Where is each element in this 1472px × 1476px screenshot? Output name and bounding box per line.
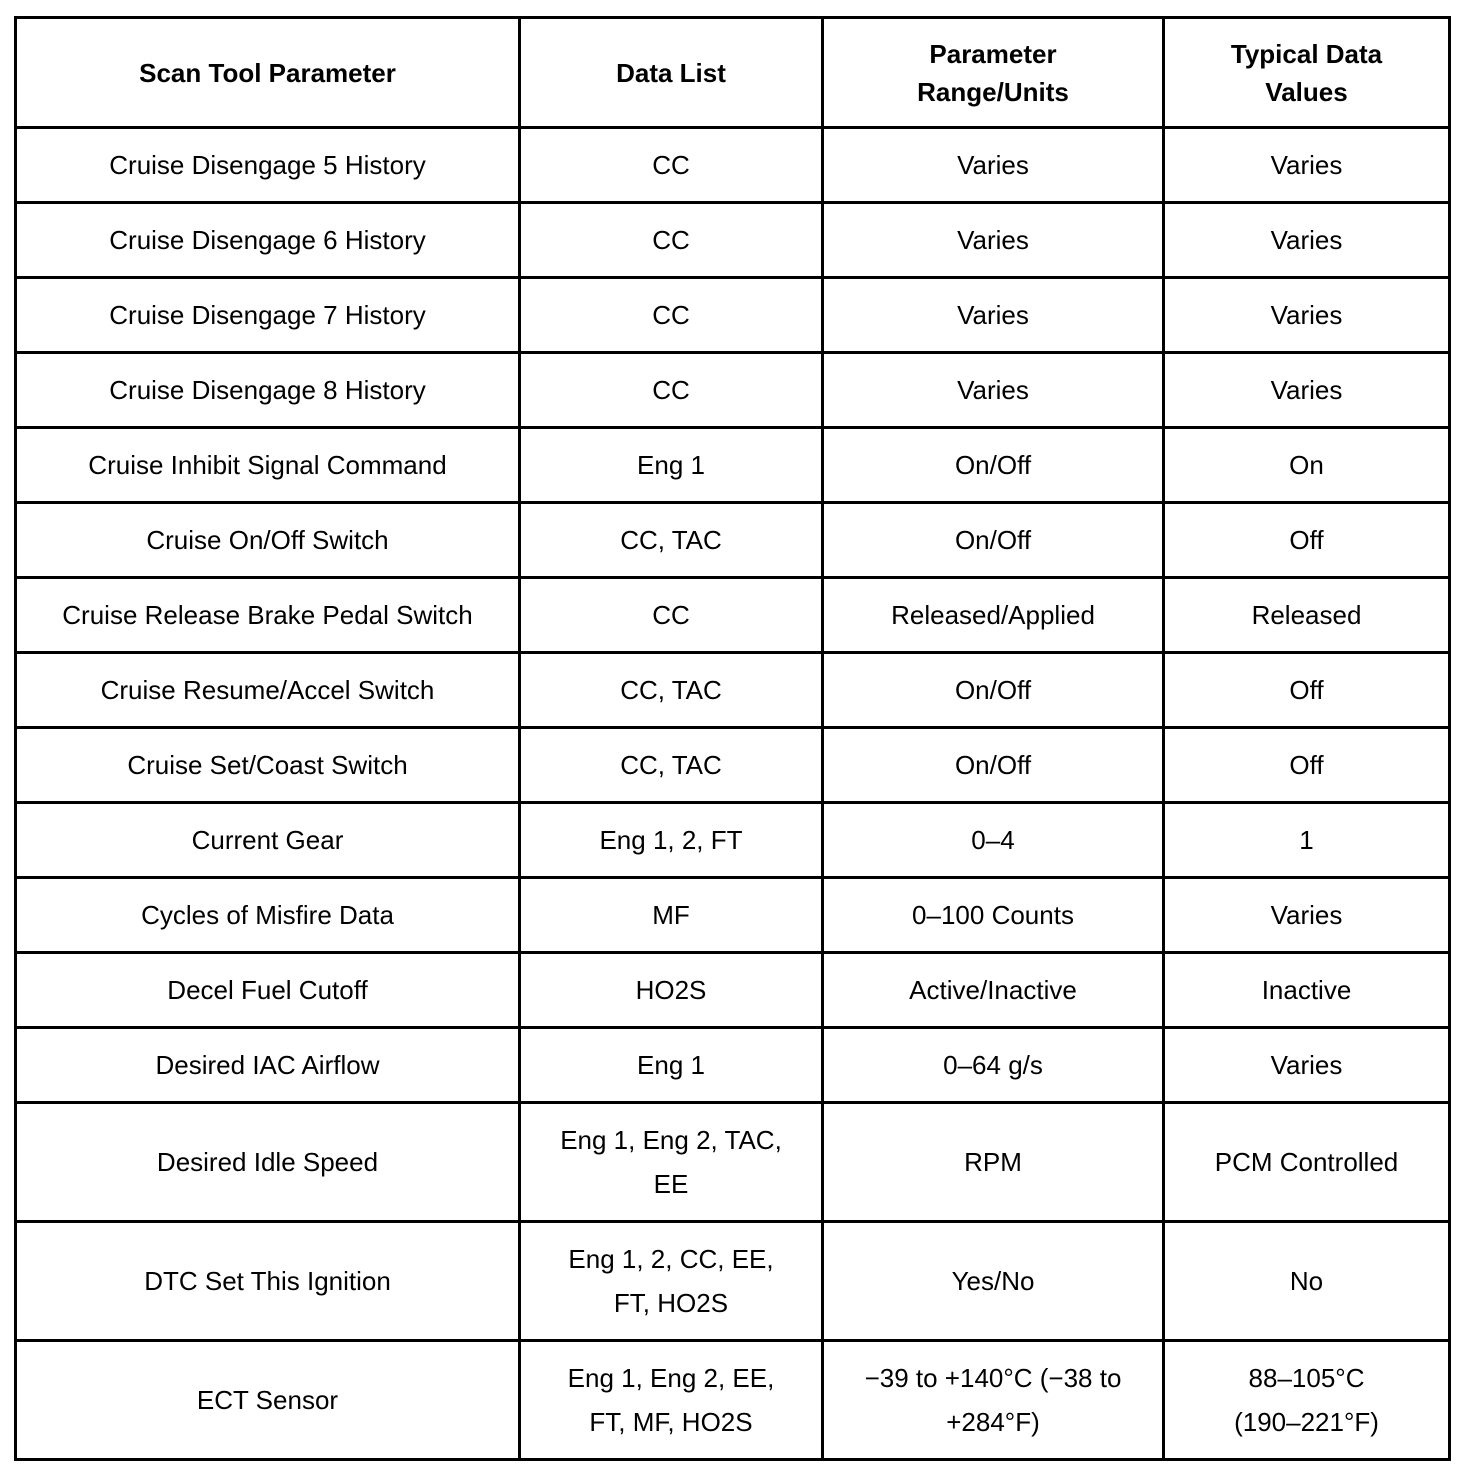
range-units-cell: RPM [823, 1103, 1164, 1222]
table-row [16, 1028, 1450, 1103]
range-units-cell: Varies [823, 353, 1164, 428]
typical-value-cell: PCM Controlled [1164, 1103, 1450, 1222]
parameter-cell: Cruise Set/Coast Switch [16, 728, 520, 803]
data-list-cell: CC [520, 578, 823, 653]
typical-value-cell: 1 [1164, 803, 1450, 878]
parameter-cell: DTC Set This Ignition [16, 1222, 520, 1341]
table-row [16, 728, 1450, 803]
parameter-cell: Desired Idle Speed [16, 1103, 520, 1222]
typical-value-cell: 88–105°C (190–221°F) [1164, 1341, 1450, 1460]
header-parameter-range-units: Parameter Range/Units [823, 18, 1164, 128]
typical-value-cell: No [1164, 1222, 1450, 1341]
data-list-cell: CC [520, 128, 823, 203]
table-row [16, 803, 1450, 878]
parameter-cell: Cruise Disengage 7 History [16, 278, 520, 353]
data-list-cell: CC [520, 353, 823, 428]
typical-value-cell: Released [1164, 578, 1450, 653]
header-data-list: Data List [520, 18, 823, 128]
range-units-cell: 0–4 [823, 803, 1164, 878]
table-row [16, 503, 1450, 578]
typical-value-cell: Off [1164, 728, 1450, 803]
range-units-cell: On/Off [823, 503, 1164, 578]
parameter-cell: Cruise Disengage 5 History [16, 128, 520, 203]
typical-value-cell: Off [1164, 653, 1450, 728]
table-row [16, 878, 1450, 953]
table-row [16, 353, 1450, 428]
header-typical-data-values: Typical Data Values [1164, 18, 1450, 128]
data-list-cell: Eng 1, 2, CC, EE, FT, HO2S [520, 1222, 823, 1341]
table-row [16, 203, 1450, 278]
parameter-cell: Cruise Resume/Accel Switch [16, 653, 520, 728]
data-list-cell: Eng 1 [520, 428, 823, 503]
parameter-cell: Cruise Disengage 8 History [16, 353, 520, 428]
data-list-cell: Eng 1, Eng 2, EE, FT, MF, HO2S [520, 1341, 823, 1460]
parameter-cell: Cruise Disengage 6 History [16, 203, 520, 278]
range-units-cell: Varies [823, 203, 1164, 278]
typical-value-cell: Varies [1164, 1028, 1450, 1103]
range-units-cell: Varies [823, 278, 1164, 353]
range-units-cell: On/Off [823, 728, 1164, 803]
range-units-cell: Released/Applied [823, 578, 1164, 653]
range-units-cell: Varies [823, 128, 1164, 203]
table-row [16, 128, 1450, 203]
table-row [16, 578, 1450, 653]
table-row [16, 1341, 1450, 1460]
parameter-cell: Cruise Inhibit Signal Command [16, 428, 520, 503]
data-list-cell: HO2S [520, 953, 823, 1028]
header-row [16, 18, 1450, 128]
data-list-cell: CC, TAC [520, 653, 823, 728]
data-list-cell: Eng 1 [520, 1028, 823, 1103]
range-units-cell: On/Off [823, 653, 1164, 728]
typical-value-cell: Off [1164, 503, 1450, 578]
range-units-cell: On/Off [823, 428, 1164, 503]
typical-value-cell: Varies [1164, 353, 1450, 428]
data-list-cell: Eng 1, Eng 2, TAC, EE [520, 1103, 823, 1222]
table-row [16, 653, 1450, 728]
table-row [16, 953, 1450, 1028]
table-row [16, 278, 1450, 353]
table-row [16, 428, 1450, 503]
parameter-cell: Current Gear [16, 803, 520, 878]
typical-value-cell: Inactive [1164, 953, 1450, 1028]
data-list-cell: Eng 1, 2, FT [520, 803, 823, 878]
data-list-cell: CC, TAC [520, 503, 823, 578]
typical-value-cell: Varies [1164, 278, 1450, 353]
range-units-cell: 0–64 g/s [823, 1028, 1164, 1103]
parameter-cell: Decel Fuel Cutoff [16, 953, 520, 1028]
data-list-cell: CC [520, 203, 823, 278]
parameter-cell: Cycles of Misfire Data [16, 878, 520, 953]
data-list-cell: CC, TAC [520, 728, 823, 803]
parameter-cell: Desired IAC Airflow [16, 1028, 520, 1103]
scan-tool-parameter-table [14, 16, 1451, 1461]
range-units-cell: 0–100 Counts [823, 878, 1164, 953]
range-units-cell: −39 to +140°C (−38 to +284°F) [823, 1341, 1164, 1460]
typical-value-cell: On [1164, 428, 1450, 503]
range-units-cell: Yes/No [823, 1222, 1164, 1341]
parameter-cell: Cruise Release Brake Pedal Switch [16, 578, 520, 653]
data-list-cell: MF [520, 878, 823, 953]
range-units-cell: Active/Inactive [823, 953, 1164, 1028]
typical-value-cell: Varies [1164, 203, 1450, 278]
parameter-cell: ECT Sensor [16, 1341, 520, 1460]
typical-value-cell: Varies [1164, 878, 1450, 953]
header-scan-tool-parameter: Scan Tool Parameter [16, 18, 520, 128]
data-list-cell: CC [520, 278, 823, 353]
parameter-cell: Cruise On/Off Switch [16, 503, 520, 578]
table-row [16, 1103, 1450, 1222]
table-row [16, 1222, 1450, 1341]
typical-value-cell: Varies [1164, 128, 1450, 203]
